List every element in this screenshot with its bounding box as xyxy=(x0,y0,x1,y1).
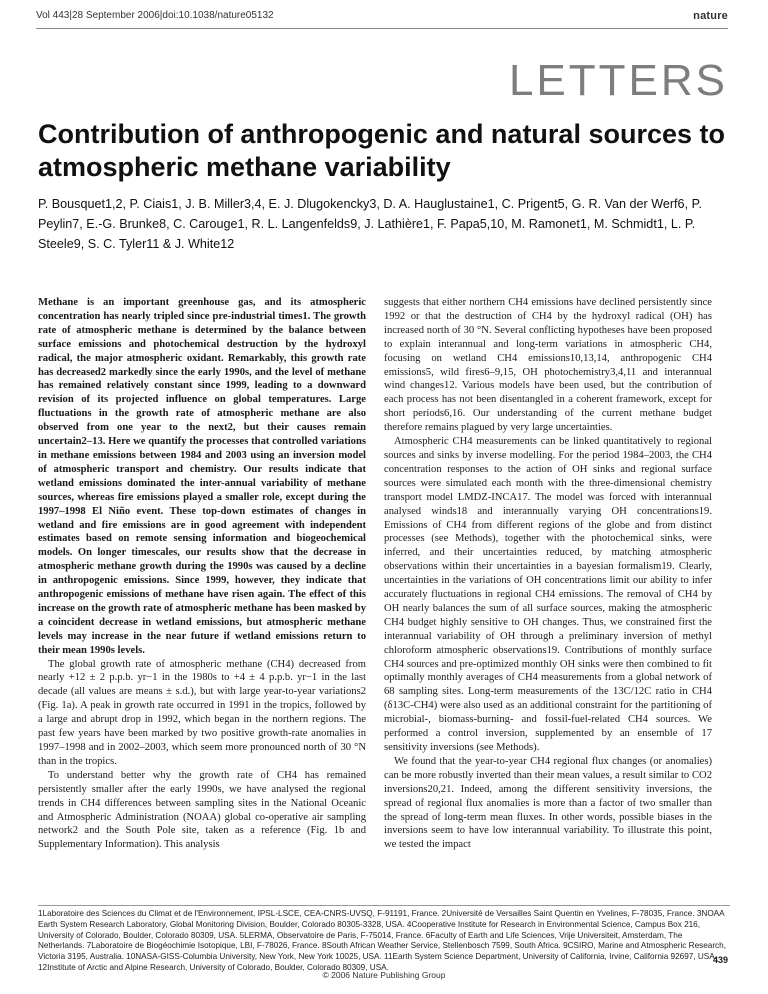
body-paragraph: suggests that either northern CH4 emissions have declined persistently since 1992 or that the destruction of CH4 by the hydroxyl radical (OH) has increased north of 30 °N. Several conflicting hypotheses have been proposed to explain interannual and long-term variations in atmospheric CH4, focusing on wetland CH4 emissions10,13,14, anthropogenic CH4 emissions5, wild fires6–9,15, OH photochemistry3,4,11 and interannual wind changes12. Various models have been used, but the contribution of each process has not been disentangled in a coherent framework, except for short periods6,16. Our understanding of the current methane budget therefore remains plagued by very large uncertainties. xyxy=(384,297,712,434)
body-paragraph: Atmospheric CH4 measurements can be linked quantitatively to regional sources and sinks by inverse modelling. For the period 1984–2003, the CH4 concentration responses to the action of OH sinks and regional surface sources were simulated each month with the three-dimensional chemistry transport model LMDZ-INCA17. The model was forced with interannual analysed winds18 and interannually varying OH concentrations19. Emissions of CH4 from different regions of the globe and from distinct processes (see Methods), together with the photochemical sinks, were inferred, and their uncertainties reduced, by matching atmospheric observations within their uncertainties in a bayesian formalism19. Clearly, uncertainties in the variations of OH concentrations limit our ability to infer accurately fluctuations in regional CH4 emissions. The removal of CH4 by OH nearly balances the sum of all surface sources, making the atmospheric CH4 budget highly sensitive to OH changes. Thus, we constrained first the interannual variability of OH through a preliminary inversion of methyl chloroform atmospheric observations19. Contributions of monthly surface CH4 sources and pre-optimized monthly OH sinks were then combined to fit optimally monthly averages of CH4 measurements from a global network of 68 sampling sites. Long-term measurements of the 13C/12C ratio in CH4 (δ13C-CH4) were also used as an additional constraint for the partitioning of microbial-, biomass-burning- and fossil-fuel-related CH4 sources. We performed a control inversion, supplemented by an ensemble of 17 sensitivity inversions (see Methods). xyxy=(384,436,712,753)
journal-name: nature xyxy=(693,10,728,22)
author-list: P. Bousquet1,2, P. Ciais1, J. B. Miller3,4, E. J. Dlugokencky3, D. A. Hauglustaine1, C. Prigent5, G. R. Van der Werf6, P. Peylin7, E.-G. Brunke8, C. Carouge1, R. L. Langenfelds9, J. Lathière1, F. Papa5,10, M. Ramonet1, M. Schmidt1, L. P. Steele9, S. C. Tyler11 & J. White12 xyxy=(38,197,702,251)
volume-info: Vol 443|28 September 2006|doi:10.1038/nature05132 xyxy=(36,10,274,21)
copyright: © 2006 Nature Publishing Group xyxy=(322,970,446,980)
page-number: 439 xyxy=(712,955,728,965)
body-paragraph: The global growth rate of atmospheric methane (CH4) decreased from nearly +12 ± 2 p.p.b. yr−1 in the 1980s to +4 ± 4 p.p.b. yr−1 in the last decade (all values are means ± s.d.), but with large year-to-year variations2 (Fig. 1a). A peak in growth rate occurred in 1991 in the tropics, followed by a large and abrupt drop in 1992, which began in the northern regions. The past few years have been marked by two positive growth-rate anomalies in 1997–1998 and in 2002–2003, which seem more pronounced north of 30 °N than in the tropics. xyxy=(38,658,366,767)
body-paragraph: To understand better why the growth rate of CH4 has remained persistently smaller after the early 1990s, we have analysed the regional trends in CH4 differences between sampling sites in the National Oceanic and Atmospheric Administration (NOAA) global co-operative air sampling network2 and the South Pole site, taken as a reference (Fig. 1b and Supplementary Information). This analysis xyxy=(38,769,366,851)
right-column xyxy=(384,296,712,852)
body-paragraph: We found that the year-to-year CH4 regional flux changes (or anomalies) can be more robustly inverted than their mean values, a result similar to CO2 inversions20,21. Indeed, among the different sensitivity inversions, the spread of regional flux anomalies is more than a factor of two smaller than the spread of long-term mean fluxes. In other words, possible biases in the inversions seem to have low interannual variability. To illustrate this point, we tested the impact xyxy=(384,755,712,851)
section-label: LETTERS xyxy=(508,56,728,105)
affiliations-footnote: 1Laboratoire des Sciences du Climat et de l'Environnement, IPSL-LSCE, CEA-CNRS-UVSQ, F-91191, France. 2Université de Versailles Saint Quentin en Yvelines, F-78035, France. 3NOAA Earth System Research Laboratory, Global Monitoring Division, Boulder, Colorado 80305-3328, USA. 4Cooperative Institute for Research in Environmental Science, Campus Box 216, University of Colorado, Boulder, Colorado 80309, USA. 5LERMA, Observatoire de Paris, F-75014, France. 6Faculty of Earth and Life Sciences, Vrije Universiteit, Amsterdam, The Netherlands. 7Laboratoire de Biogéochimie Isotopique, LBI, F-78026, France. 8South African Weather Service, Stellenbosch 7599, South Africa. 9CSIRO, Marine and Atmospheric Research, Victoria 3195, Australia. 10NASA-GISS-Columbia University, New York, New York 10025, USA. 11Earth System Science Department, University of California, Irvine, California 92697, USA. 12Institute of Arctic and Alpine Research, University of Colorado, Boulder, Colorado 80309, USA. xyxy=(38,905,730,974)
header-rule xyxy=(36,28,728,29)
left-column xyxy=(38,296,366,852)
abstract: Methane is an important greenhouse gas, and its atmospheric concentration has nearly tripled since pre-industrial times1. The growth rate of atmospheric methane is determined by the balance between surface emissions and photochemical destruction by the hydroxyl radical, the major atmospheric oxidant. Remarkably, this growth rate has decreased2 markedly since the early 1990s, and the level of methane has remained relatively constant since 1999, leading to a downward revision of its projected influence on global temperatures. Large fluctuations in the growth rate of atmospheric methane are also observed from one year to the next2, but their causes remain uncertain2–13. Here we quantify the processes that controlled variations in methane emissions between 1984 and 2003 using an inversion model of atmospheric transport and chemistry. Our results indicate that wetland emissions dominated the inter-annual variability of methane sources, whereas fire emissions played a smaller role, except during the 1997–1998 El Niño event. These top-down estimates of changes in wetland and fire emissions are in good agreement with independent estimates based on remote sensing information and biogeochemical models. On longer timescales, our results show that the decrease in atmospheric methane growth during the 1990s was caused by a decline in anthropogenic emissions. Since 1999, however, they indicate that anthropogenic emissions of methane have risen again. The effect of this increase on the growth rate of atmospheric methane has been masked by a coincident decrease in wetland emissions, but atmospheric methane levels may increase in the near future if wetland emissions return to their mean 1990s levels. xyxy=(38,297,366,656)
article-title: Contribution of anthropogenic and natural sources to atmospheric methane variability xyxy=(38,119,725,182)
running-header xyxy=(36,10,728,26)
